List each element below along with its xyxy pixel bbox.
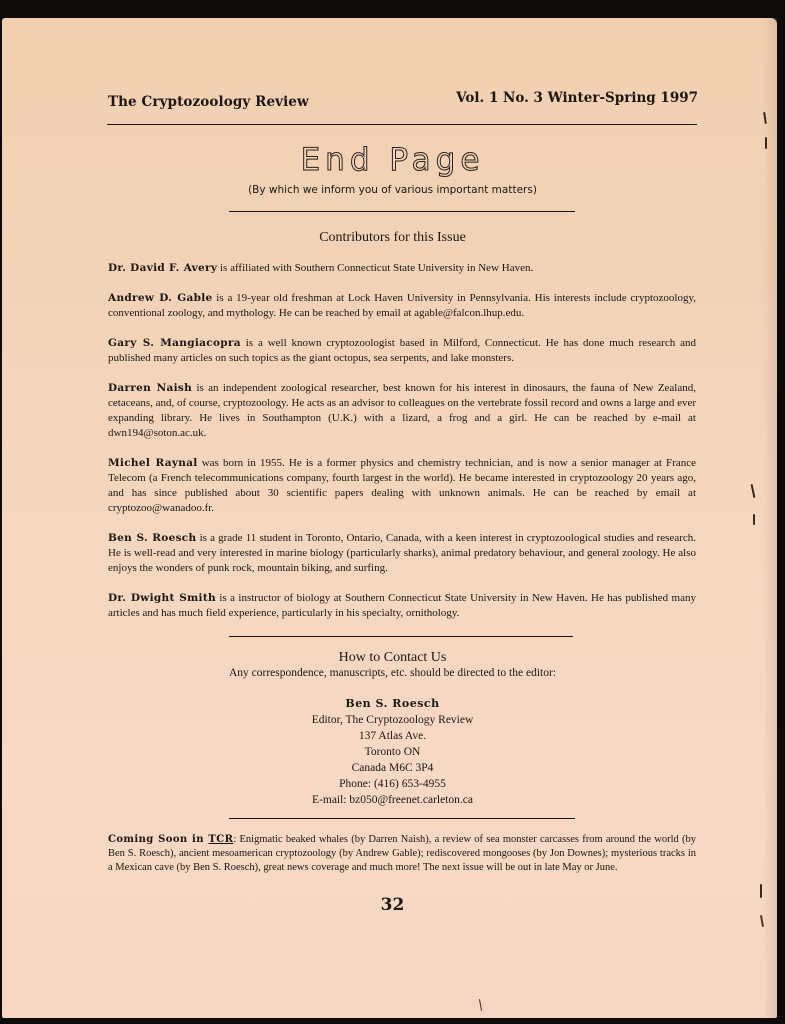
contributor-text: is a instructor of biology at Southern Connecticut State University in New Haven. He has published many articles and has much field experience, particularly in his specialty, ornithology.	[108, 592, 696, 619]
contributor-bio	[108, 591, 696, 621]
address-country-postal: Canada M6C 3P4	[351, 762, 434, 774]
coming-soon-label	[108, 834, 233, 845]
contributor-text: is a grade 11 student in Toronto, Ontario, Canada, with a keen interest in cryptozoological studies and research. He is well-read and very interested in marine biology (particularly sharks), animal predatory behaviour, and general zoology. He also enjoys the wonders of punk rock, mountain biking, and surfing.	[108, 532, 696, 574]
section-divider	[229, 818, 575, 819]
contributor-text: is affiliated with Southern Connecticut State University in New Haven.	[217, 262, 534, 274]
contributor-name: Dr. Dwight Smith	[108, 592, 216, 604]
page-number: 32	[380, 895, 405, 915]
page-header	[108, 88, 698, 114]
contributor-name: Dr. David F. Avery	[108, 262, 218, 274]
contact-address-block	[0, 696, 785, 808]
header-divider	[107, 124, 697, 125]
section-divider	[229, 636, 573, 637]
contributor-bio	[108, 336, 696, 366]
contributor-name: Michel Raynal	[108, 457, 198, 469]
address-street: 137 Atlas Ave.	[358, 730, 427, 742]
coming-soon-prefix: Coming Soon in	[108, 834, 209, 845]
contributor-bio	[108, 381, 696, 441]
contact-phone: Phone: (416) 653-4955	[339, 778, 446, 790]
margin-mark	[753, 514, 755, 525]
contributor-text: was born in 1955. He is a former physics and chemistry technician, and is now a senior manager at France Telecom (a French telecommunications company, fourth largest in the world). He became interested in cryptozoology 20 years ago, and has since published about 30 scientific papers dealing with unknown animals. He can be reached by email at cryptozoo@wanadoo.fr.	[108, 457, 696, 514]
contributors-heading: Contributors for this Issue	[319, 230, 466, 245]
contributor-bio	[108, 531, 696, 576]
section-divider	[229, 211, 575, 212]
editor-name: Ben S. Roesch	[345, 697, 440, 710]
contributor-text: is a well known cryptozoologist based in Milford, Connecticut. He has done much research and published many articles on such topics as the giant octopus, sea serpents, and lake monsters.	[108, 337, 696, 364]
address-city: Toronto ON	[364, 746, 421, 758]
margin-mark	[760, 884, 762, 898]
coming-soon-paragraph	[108, 833, 696, 875]
page-title: End Page	[300, 142, 485, 178]
contributor-bio	[108, 291, 696, 321]
contact-email: E-mail: bz050@freenet.carleton.ca	[312, 794, 473, 806]
margin-mark	[765, 137, 767, 149]
coming-soon-text: : Enigmatic beaked whales (by Darren Naish), a review of sea monster carcasses from around the world (by Ben S. Roesch), ancient mesoamerican cryptozoology (by Andrew Gable); rediscovered mongooses (by Jon Downes); mysterious tracks in a Mexican cave (by Ben S. Roesch), great news coverage and much more! The next issue will be out in late May or June.	[108, 834, 697, 873]
tcr-abbreviation: TCR	[208, 834, 234, 845]
contributor-bio	[108, 261, 696, 276]
contributor-name: Darren Naish	[108, 382, 193, 394]
contributor-name: Ben S. Roesch	[108, 532, 197, 544]
contributor-bio	[108, 456, 696, 516]
journal-title: The Cryptozoology Review	[108, 94, 309, 110]
contributor-name: Andrew D. Gable	[108, 292, 213, 304]
issue-label: Vol. 1 No. 3 Winter-Spring 1997	[456, 90, 698, 106]
contributor-name: Gary S. Mangiacopra	[108, 337, 241, 349]
contributor-text: is a 19-year old freshman at Lock Haven University in Pennsylvania. His interests include cryptozoology, conventional zoology, and mythology. He can be reached by email at agable@falcon.lhup.edu.	[108, 292, 696, 319]
editor-title: Editor, The Cryptozoology Review	[311, 714, 474, 726]
page-subtitle: (By which we inform you of various important matters)	[248, 184, 537, 196]
contributor-text: is an independent zoological researcher, best known for his interest in dinosaurs, the fauna of New Zealand, cetaceans, and, of course, cryptozoology. He acts as an advisor to colleagues on the vertebrate fossil record and owns a large and ever expanding library. He lives in Southampton (U.K.) with a lizard, a frog and a girl. He can be reached by e-mail at dwn194@soton.ac.uk.	[108, 382, 696, 439]
contact-heading: How to Contact Us	[338, 650, 447, 665]
contact-intro: Any correspondence, manuscripts, etc. should be directed to the editor:	[228, 667, 556, 679]
